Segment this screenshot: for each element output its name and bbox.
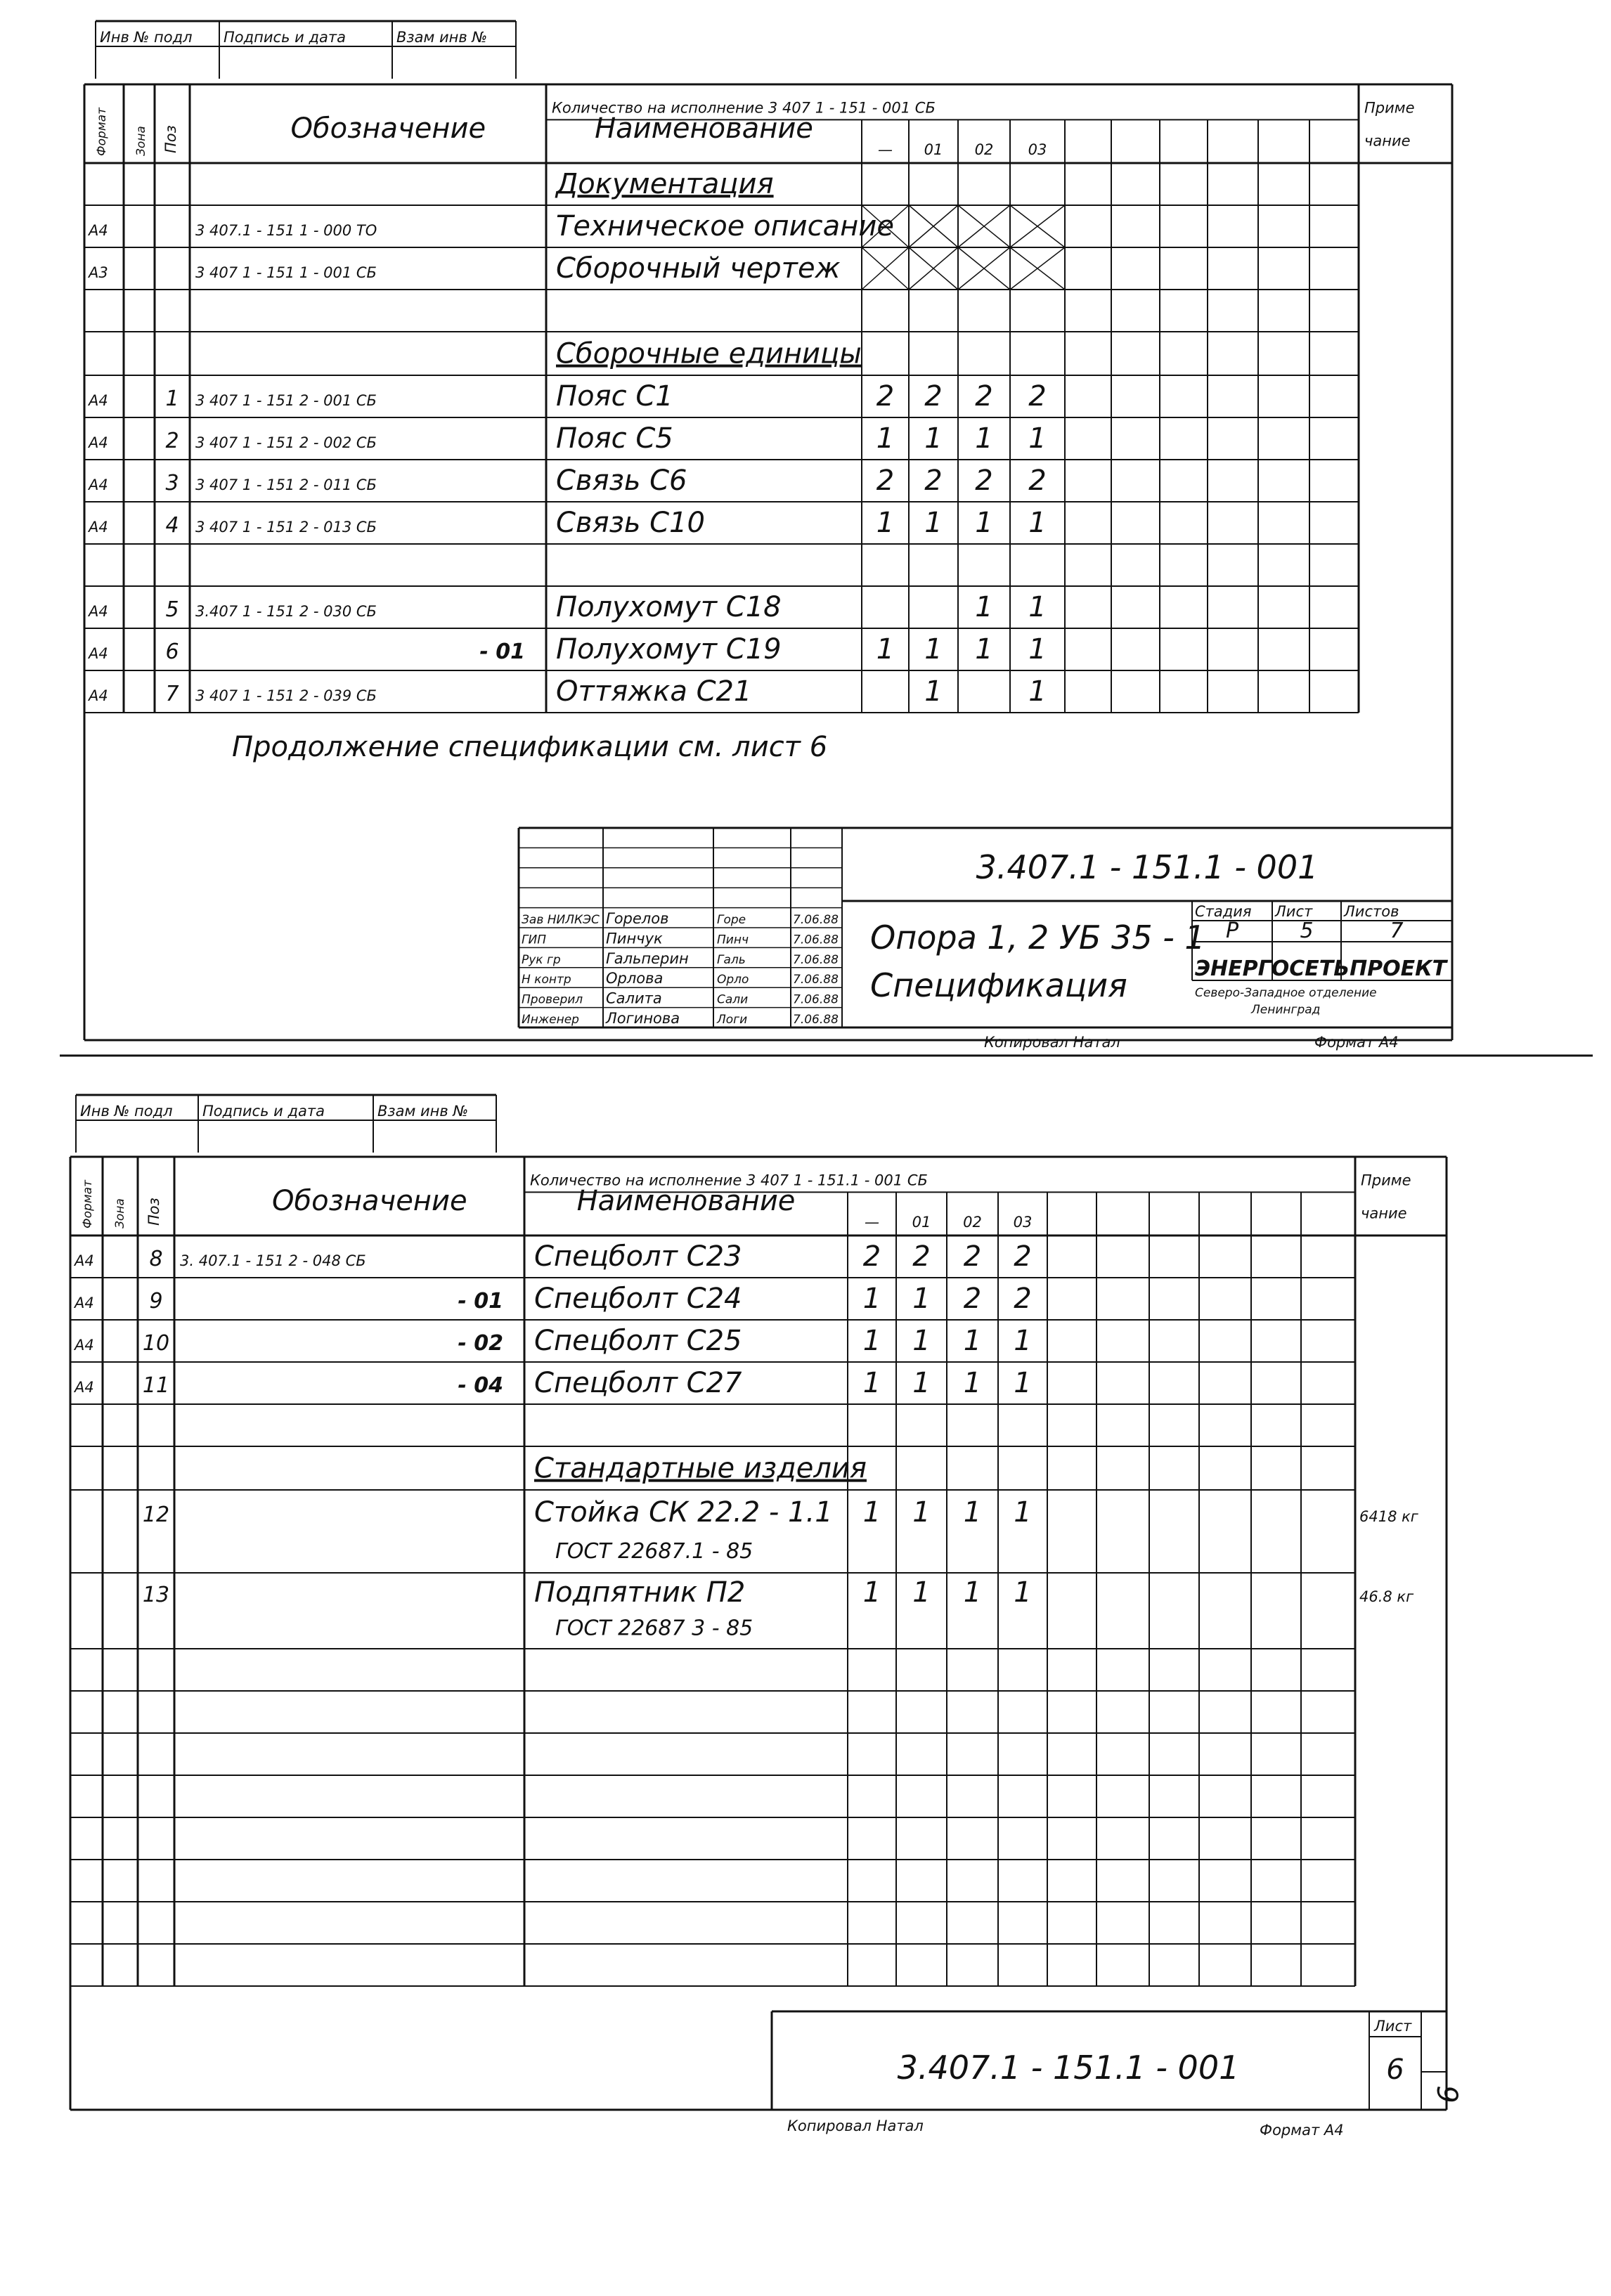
row-quantity-cell: 1 — [963, 1325, 982, 1358]
row-name-cell: Оттяжка С21 — [556, 675, 752, 708]
row-quantity-cell: 2 — [924, 465, 943, 498]
row-designation-cell: - 01 — [479, 640, 525, 665]
sheets-label: Листов — [1344, 903, 1399, 920]
sheet-label: Лист — [1275, 903, 1313, 920]
row-quantity-cell: 1 — [1014, 1367, 1032, 1400]
signer-name: Гальперин — [606, 949, 689, 967]
header-variant-2: 02 — [974, 141, 994, 158]
row-quantity-cell: 1 — [862, 1325, 881, 1358]
header-zone-label: Зона — [134, 126, 148, 156]
stage-value: Р — [1225, 919, 1239, 943]
row-position-cell: 5 — [165, 597, 179, 623]
header-variant-0: — — [878, 141, 893, 158]
row-quantity-cell: 1 — [975, 507, 993, 540]
signer-date: 7.06.88 — [793, 952, 839, 967]
header-variant-1: 01 — [924, 141, 943, 158]
row-quantity-cell: 1 — [912, 1367, 931, 1400]
row-quantity-cell: 1 — [924, 675, 943, 708]
row-designation-cell: 3 407.1 - 151 1 - 000 ТО — [195, 222, 377, 240]
footer-copied: Копировал Натал — [787, 2117, 924, 2134]
row-format-cell: А4 — [89, 603, 108, 621]
signer-signature: Пинч — [717, 933, 749, 947]
row-quantity-cell: 1 — [924, 507, 943, 540]
header-pos-label: Поз — [145, 1198, 162, 1226]
row-quantity-cell: 1 — [1014, 1576, 1032, 1609]
row-designation-cell: 3 407 1 - 151 1 - 001 СБ — [195, 264, 377, 282]
row-name-cell: Сборочный чертеж — [556, 252, 841, 285]
row-quantity-cell: 1 — [912, 1325, 931, 1358]
row-quantity-cell: 1 — [1028, 675, 1047, 708]
row-name-cell: Полухомут С19 — [556, 633, 782, 666]
row-format-cell: А4 — [89, 687, 108, 705]
row-quantity-cell: 2 — [963, 1240, 982, 1273]
signer-name: Горелов — [606, 910, 669, 927]
row-quantity-cell: 2 — [963, 1283, 982, 1316]
row-designation-cell: 3 407 1 - 151 2 - 039 СБ — [195, 687, 377, 705]
row-quantity-cell: 1 — [975, 591, 993, 624]
row-position-cell: 8 — [149, 1247, 163, 1272]
stamp-vzam-label: Взам инв № — [396, 29, 488, 46]
row-position-cell: 9 — [149, 1289, 163, 1314]
row-format-cell: А4 — [89, 476, 108, 494]
row-position-cell: 4 — [165, 513, 179, 538]
header-quantity-label: Количество на исполнение 3 407 1 - 151.1 - 001 СБ — [530, 1172, 928, 1189]
sheets-value: 7 — [1390, 919, 1404, 943]
signer-role: Инженер — [522, 1013, 579, 1027]
signer-date: 7.06.88 — [793, 1013, 839, 1027]
row-name-cell: Пояс С1 — [556, 380, 673, 413]
row-name-cell: Спецболт С24 — [534, 1283, 742, 1316]
section-heading: Сборочные единицы — [556, 337, 862, 370]
spec-sheet-6 — [70, 1095, 1463, 2139]
row-quantity-cell: 1 — [1014, 1496, 1032, 1529]
footer-format: Формат А4 — [1260, 2122, 1344, 2139]
row-position-cell: 7 — [165, 682, 179, 707]
row-quantity-cell: 1 — [876, 422, 895, 455]
row-quantity-cell: 2 — [924, 380, 943, 413]
row-position-cell: 12 — [142, 1502, 170, 1527]
side-sheet-number: 9 — [1430, 2085, 1463, 2103]
row-quantity-cell: 1 — [1028, 422, 1047, 455]
row-format-cell: А4 — [75, 1295, 94, 1312]
row-quantity-cell: 1 — [876, 507, 895, 540]
row-position-cell: 2 — [165, 429, 179, 454]
row-quantity-cell: 2 — [975, 465, 993, 498]
row-position-cell: 10 — [142, 1331, 170, 1356]
row-position-cell: 1 — [165, 387, 179, 412]
signer-name: Пинчук — [606, 930, 663, 947]
header-variant-3: 03 — [1028, 141, 1047, 158]
header-note-label: чание — [1364, 132, 1411, 150]
drawing-code: 3.407.1 - 151.1 - 001 — [976, 848, 1319, 886]
row-designation-cell: 3 407 1 - 151 2 - 013 СБ — [195, 519, 377, 536]
sheet-value: 5 — [1300, 919, 1314, 943]
signer-signature: Сали — [717, 992, 749, 1007]
section-heading: Стандартные изделия — [534, 1452, 867, 1485]
row-quantity-cell: 1 — [924, 633, 943, 666]
row-designation-cell: 3 407 1 - 151 2 - 002 СБ — [195, 434, 377, 452]
footer-format: Формат А4 — [1314, 1034, 1399, 1051]
header-zone-label: Зона — [113, 1198, 127, 1228]
row-designation-cell: 3 407 1 - 151 2 - 001 СБ — [195, 392, 377, 410]
drawing-code: 3.407.1 - 151.1 - 001 — [897, 2049, 1240, 2087]
signer-role: Проверил — [522, 992, 583, 1007]
row-quantity-cell: 1 — [876, 633, 895, 666]
signer-date: 7.06.88 — [793, 973, 839, 987]
signer-name: Орлова — [606, 970, 664, 987]
section-heading: Документация — [556, 168, 774, 201]
title-line-1: Опора 1, 2 УБ 35 - 1 — [870, 919, 1205, 956]
row-name-cell: Спецболт С27 — [534, 1367, 742, 1400]
row-quantity-cell: 1 — [1028, 591, 1047, 624]
row-quantity-cell: 2 — [1028, 465, 1047, 498]
row-note-cell: 6418 кг — [1359, 1507, 1418, 1525]
row-designation-cell: 3.407 1 - 151 2 - 030 СБ — [195, 603, 377, 621]
stamp-vzam-label: Взам инв № — [377, 1103, 469, 1120]
row-position-cell: 13 — [142, 1583, 170, 1608]
header-variant-3: 03 — [1013, 1214, 1033, 1231]
organization-name: ЭНЕРГОСЕТЬПРОЕКТ — [1195, 956, 1447, 981]
header-name-label: Наименование — [576, 1185, 796, 1218]
row-name-gost: ГОСТ 22687.1 - 85 — [555, 1538, 753, 1564]
signer-role: Н контр — [522, 973, 571, 987]
header-format-label: Формат — [95, 108, 109, 156]
row-name-gost: ГОСТ 22687 3 - 85 — [555, 1616, 753, 1641]
row-quantity-cell: 1 — [862, 1367, 881, 1400]
stamp-sign-label: Подпись и дата — [224, 29, 346, 46]
header-variant-2: 02 — [963, 1214, 982, 1231]
header-note-label: Приме — [1361, 1172, 1411, 1189]
signer-role: ГИП — [522, 933, 546, 947]
row-quantity-cell: 2 — [876, 465, 895, 498]
row-name-cell: Подпятник П2 — [534, 1576, 746, 1609]
row-format-cell: А4 — [89, 434, 108, 452]
header-variant-0: — — [865, 1214, 879, 1231]
row-name-cell: Стойка СК 22.2 - 1.1 — [534, 1496, 833, 1529]
header-note-label: Приме — [1364, 99, 1415, 117]
stage-label: Стадия — [1195, 903, 1252, 920]
row-quantity-cell: 1 — [924, 422, 943, 455]
row-quantity-cell: 1 — [963, 1367, 982, 1400]
row-quantity-cell: 1 — [1028, 633, 1047, 666]
row-quantity-cell: 1 — [963, 1496, 982, 1529]
signer-signature: Логи — [717, 1013, 748, 1027]
signer-name: Логинова — [606, 1010, 680, 1027]
stamp-sign-label: Подпись и дата — [202, 1103, 325, 1120]
organization-city: Ленинград — [1251, 1003, 1321, 1017]
row-quantity-cell: 2 — [876, 380, 895, 413]
row-format-cell: А4 — [89, 222, 108, 240]
row-quantity-cell: 1 — [912, 1496, 931, 1529]
row-quantity-cell: 2 — [975, 380, 993, 413]
header-quantity-label: Количество на исполнение 3 407 1 - 151 - 001 СБ — [552, 99, 936, 117]
header-designation-label: Обозначение — [272, 1185, 467, 1218]
title-line-2: Спецификация — [870, 966, 1127, 1004]
signer-signature: Орло — [717, 973, 749, 987]
header-variant-1: 01 — [912, 1214, 931, 1231]
row-quantity-cell: 1 — [1028, 507, 1047, 540]
header-note-label: чание — [1361, 1205, 1407, 1222]
sheet-label: Лист — [1374, 2018, 1412, 2035]
row-quantity-cell: 1 — [912, 1576, 931, 1609]
header-designation-label: Обозначение — [290, 112, 486, 145]
header-format-label: Формат — [81, 1180, 95, 1228]
row-position-cell: 3 — [165, 471, 179, 496]
row-format-cell: А3 — [89, 264, 108, 282]
row-quantity-cell: 2 — [1014, 1240, 1032, 1273]
row-note-cell: 46.8 кг — [1359, 1588, 1414, 1606]
row-name-cell: Спецболт С23 — [534, 1240, 742, 1273]
row-quantity-cell: 1 — [912, 1283, 931, 1316]
header-name-label: Наименование — [595, 112, 813, 145]
row-name-cell: Спецболт С25 — [534, 1325, 742, 1358]
row-quantity-cell: 2 — [862, 1240, 881, 1273]
row-name-cell: Связь С10 — [556, 507, 705, 540]
footer-copied: Копировал Натал — [984, 1034, 1120, 1051]
row-name-cell: Полухомут С18 — [556, 591, 782, 624]
row-quantity-cell: 1 — [862, 1576, 881, 1609]
signer-date: 7.06.88 — [793, 933, 839, 947]
header-pos-label: Поз — [162, 125, 179, 153]
row-format-cell: А4 — [89, 519, 108, 536]
row-position-cell: 6 — [165, 640, 179, 665]
row-quantity-cell: 2 — [1014, 1283, 1032, 1316]
row-quantity-cell: 1 — [975, 422, 993, 455]
sheet-value: 6 — [1386, 2054, 1404, 2086]
row-format-cell: А4 — [89, 645, 108, 663]
signer-date: 7.06.88 — [793, 913, 839, 927]
row-name-cell: Связь С6 — [556, 465, 687, 498]
row-format-cell: А4 — [75, 1379, 94, 1396]
row-quantity-cell: 1 — [1014, 1325, 1032, 1358]
row-quantity-cell: 1 — [963, 1576, 982, 1609]
row-designation-cell: - 04 — [458, 1373, 503, 1399]
row-name-cell: Техническое описание — [556, 210, 894, 243]
stamp-inv-label: Инв № подл — [80, 1103, 173, 1120]
row-format-cell: А4 — [75, 1337, 94, 1354]
row-format-cell: А4 — [89, 392, 108, 410]
row-name-cell: Пояс С5 — [556, 422, 673, 455]
row-quantity-cell: 1 — [862, 1283, 881, 1316]
row-designation-cell: - 01 — [458, 1289, 503, 1314]
continuation-note: Продолжение спецификации см. лист 6 — [232, 731, 828, 763]
row-quantity-cell: 2 — [1028, 380, 1047, 413]
row-designation-cell: - 02 — [458, 1331, 503, 1356]
row-designation-cell: 3 407 1 - 151 2 - 011 СБ — [195, 476, 377, 494]
signer-name: Салита — [606, 990, 662, 1007]
signer-signature: Горе — [717, 913, 746, 927]
row-designation-cell: 3. 407.1 - 151 2 - 048 СБ — [180, 1252, 366, 1270]
signer-role: Рук гр — [522, 952, 561, 967]
row-position-cell: 11 — [142, 1373, 170, 1399]
signer-date: 7.06.88 — [793, 992, 839, 1007]
spec-sheet-5 — [60, 21, 1593, 1056]
row-format-cell: А4 — [75, 1252, 94, 1270]
signer-role: Зав НИЛКЭС — [522, 913, 600, 927]
stamp-inv-label: Инв № подл — [100, 29, 193, 46]
signer-signature: Галь — [717, 952, 746, 967]
row-quantity-cell: 1 — [862, 1496, 881, 1529]
row-quantity-cell: 1 — [975, 633, 993, 666]
organization-branch: Северо-Западное отделение — [1195, 986, 1377, 1000]
row-quantity-cell: 2 — [912, 1240, 931, 1273]
